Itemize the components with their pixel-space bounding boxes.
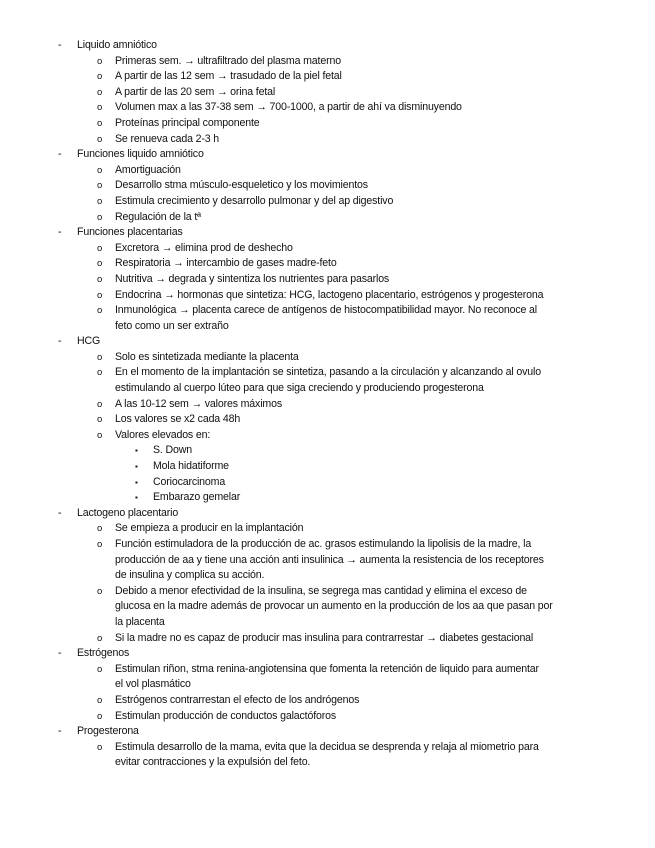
list-item-text: Si la madre no es capaz de producir mas insulina para contrarrestar → diabetes gestacional xyxy=(115,631,534,644)
circle-bullet-icon: o xyxy=(97,367,103,379)
circle-bullet-icon: o xyxy=(97,211,103,223)
circle-bullet-icon: o xyxy=(97,741,103,753)
circle-bullet-icon: o xyxy=(97,71,103,83)
section-heading xyxy=(0,724,655,740)
list-item-text: Endocrina → hormonas que sintetiza: HCG, lactogeno placentario, estrógenos y progesterona xyxy=(115,288,544,301)
list-item xyxy=(0,210,655,226)
list-item-text: Inmunológica → placenta carece de antígenos de histocompatibilidad mayor. No reconoce al xyxy=(115,304,537,317)
square-bullet-icon: ▪ xyxy=(135,493,138,503)
list-item-text: Estrógenos contrarrestan el efecto de los andrógenos xyxy=(115,693,360,706)
circle-bullet-icon: o xyxy=(97,351,103,363)
list-item xyxy=(0,194,655,210)
list-item-text: Regulación de la tª xyxy=(115,210,201,223)
list-item-text: Respiratoria → intercambio de gases madre-feto xyxy=(115,257,337,270)
dash-bullet-icon: - xyxy=(58,647,62,660)
list-item xyxy=(0,584,655,600)
section-heading-text: Funciones placentarias xyxy=(77,226,183,239)
list-item-text: Excretora → elimina prod de deshecho xyxy=(115,241,293,254)
dash-bullet-icon: - xyxy=(58,725,62,738)
list-item xyxy=(0,288,655,304)
list-item xyxy=(0,537,655,553)
list-item xyxy=(0,69,655,85)
list-item-text: Volumen max a las 37-38 sem → 700-1000, a partir de ahí va disminuyendo xyxy=(115,101,462,114)
section-heading xyxy=(0,225,655,241)
circle-bullet-icon: o xyxy=(97,523,103,535)
list-item-continuation xyxy=(0,615,655,631)
list-item xyxy=(0,693,655,709)
section-heading xyxy=(0,147,655,163)
list-item-continuation-text: glucosa en la madre además de provocar un aumento en la producción de los aa que pasan por xyxy=(115,600,553,613)
list-item xyxy=(0,85,655,101)
list-item-continuation xyxy=(0,381,655,397)
list-item-continuation-text: de insulina y complica su acción. xyxy=(115,569,265,582)
list-item-text: Valores elevados en: xyxy=(115,428,211,441)
section-heading xyxy=(0,506,655,522)
list-item-continuation xyxy=(0,553,655,569)
circle-bullet-icon: o xyxy=(97,632,103,644)
list-item xyxy=(0,303,655,319)
circle-bullet-icon: o xyxy=(97,539,103,550)
list-item xyxy=(0,740,655,756)
list-item xyxy=(0,54,655,70)
list-item xyxy=(0,132,655,148)
list-item xyxy=(0,521,655,537)
circle-bullet-icon: o xyxy=(97,117,103,129)
circle-bullet-icon: o xyxy=(97,398,103,410)
list-item xyxy=(0,428,655,444)
section-heading-text: HCG xyxy=(77,335,101,348)
section-heading-text: Lactogeno placentario xyxy=(77,506,179,519)
list-item-text: Desarrollo stma músculo-esqueletico y los movimientos xyxy=(115,179,368,192)
sub-list-item-text: Mola hidatiforme xyxy=(153,460,229,473)
list-item-text: A las 10-12 sem → valores máximos xyxy=(115,397,282,410)
list-item xyxy=(0,256,655,272)
circle-bullet-icon: o xyxy=(97,258,103,270)
circle-bullet-icon: o xyxy=(97,242,103,254)
sub-list-item-text: Embarazo gemelar xyxy=(153,491,241,504)
list-item-continuation-text: feto como un ser extraño xyxy=(115,319,229,332)
circle-bullet-icon: o xyxy=(97,102,103,114)
section-heading-text: Estrógenos xyxy=(77,647,130,660)
list-item xyxy=(0,241,655,257)
circle-bullet-icon: o xyxy=(97,710,103,722)
sub-list-item xyxy=(0,475,655,491)
circle-bullet-icon: o xyxy=(97,55,103,67)
circle-bullet-icon: o xyxy=(97,86,103,98)
list-item xyxy=(0,709,655,725)
section-heading-text: Progesterona xyxy=(77,725,139,738)
list-item-continuation-text: evitar contracciones y la expulsión del feto. xyxy=(115,756,311,769)
list-item-text: Se empieza a producir en la implantación xyxy=(115,522,304,535)
circle-bullet-icon: o xyxy=(97,429,103,441)
list-item-text: Se renueva cada 2-3 h xyxy=(115,132,220,145)
list-item-text: Amortiguación xyxy=(115,163,181,176)
list-item-text: Solo es sintetizada mediante la placenta xyxy=(115,350,299,363)
list-item xyxy=(0,631,655,647)
sub-list-item xyxy=(0,443,655,459)
list-item-text: Estimula crecimiento y desarrollo pulmonar y del ap digestivo xyxy=(115,194,394,207)
section-heading-text: Funciones liquido amniótico xyxy=(77,148,204,161)
square-bullet-icon: ▪ xyxy=(135,477,138,487)
list-item-text: Los valores se x2 cada 48h xyxy=(115,413,241,426)
list-item-text: Debido a menor efectividad de la insulina, se segrega mas cantidad y elimina el exceso de xyxy=(115,584,527,597)
circle-bullet-icon: o xyxy=(97,414,103,426)
list-item-text: Estimulan riñon, stma renina-angiotensina que fomenta la retención de liquido para aumentar xyxy=(115,662,539,675)
circle-bullet-icon: o xyxy=(97,694,103,706)
circle-bullet-icon: o xyxy=(97,180,103,192)
list-item-text: Nutritiva → degrada y sintentiza los nutrientes para pasarlos xyxy=(115,272,390,285)
sub-list-item-text: S. Down xyxy=(153,444,192,457)
circle-bullet-icon: o xyxy=(97,305,103,317)
list-item xyxy=(0,178,655,194)
list-item-text: Primeras sem. → ultrafiltrado del plasma materno xyxy=(115,54,341,67)
list-item xyxy=(0,662,655,678)
square-bullet-icon: ▪ xyxy=(135,462,138,472)
list-item-continuation-text: el vol plasmático xyxy=(115,678,191,691)
dash-bullet-icon: - xyxy=(58,226,62,239)
section-heading-text: Liquido amniótico xyxy=(77,39,157,51)
dash-bullet-icon: - xyxy=(58,335,62,348)
section-heading xyxy=(0,334,655,350)
list-item-continuation xyxy=(0,599,655,615)
list-item-text: Estimulan producción de conductos galactóforos xyxy=(115,709,337,722)
list-item xyxy=(0,116,655,132)
list-item-continuation-text: la placenta xyxy=(115,615,165,628)
document-page xyxy=(0,38,655,771)
circle-bullet-icon: o xyxy=(97,289,103,301)
sub-list-item xyxy=(0,490,655,506)
circle-bullet-icon: o xyxy=(97,273,103,285)
section-heading xyxy=(0,646,655,662)
list-item xyxy=(0,272,655,288)
list-item xyxy=(0,397,655,413)
list-item-text: Proteínas principal componente xyxy=(115,116,260,129)
list-item-continuation xyxy=(0,677,655,693)
list-item xyxy=(0,365,655,381)
list-item-text: A partir de las 12 sem → trasudado de la piel fetal xyxy=(115,70,342,83)
list-item-continuation xyxy=(0,568,655,584)
dash-bullet-icon: - xyxy=(58,148,62,161)
list-item xyxy=(0,163,655,179)
list-item-text: Función estimuladora de la producción de ac. grasos estimulando la lipolisis de la madre, la xyxy=(115,538,532,550)
circle-bullet-icon: o xyxy=(97,195,103,207)
list-item xyxy=(0,100,655,116)
list-item-continuation xyxy=(0,755,655,771)
list-item-text: Estimula desarrollo de la mama, evita que la decidua se desprenda y relaja al miometrio para xyxy=(115,740,539,753)
dash-bullet-icon: - xyxy=(58,39,62,51)
list-item-continuation-text: estimulando al cuerpo lúteo para que siga creciendo y produciendo progesterona xyxy=(115,382,484,395)
list-item-text: En el momento de la implantación se sintetiza, pasando a la circulación y alcanzando al ovulo xyxy=(115,366,541,379)
circle-bullet-icon: o xyxy=(97,164,103,176)
list-item-continuation xyxy=(0,319,655,335)
circle-bullet-icon: o xyxy=(97,585,103,597)
sub-list-item-text: Coriocarcinoma xyxy=(153,475,226,488)
circle-bullet-icon: o xyxy=(97,663,103,675)
sub-list-item xyxy=(0,459,655,475)
square-bullet-icon: ▪ xyxy=(135,446,138,456)
section-heading xyxy=(0,38,655,54)
list-item xyxy=(0,350,655,366)
list-item xyxy=(0,412,655,428)
list-item-continuation-text: producción de aa y tiene una acción anti insulinica → aumenta la resistencia de los receptores xyxy=(115,553,544,566)
dash-bullet-icon: - xyxy=(58,506,62,519)
list-item-text: A partir de las 20 sem → orina fetal xyxy=(115,85,276,98)
circle-bullet-icon: o xyxy=(97,133,103,145)
